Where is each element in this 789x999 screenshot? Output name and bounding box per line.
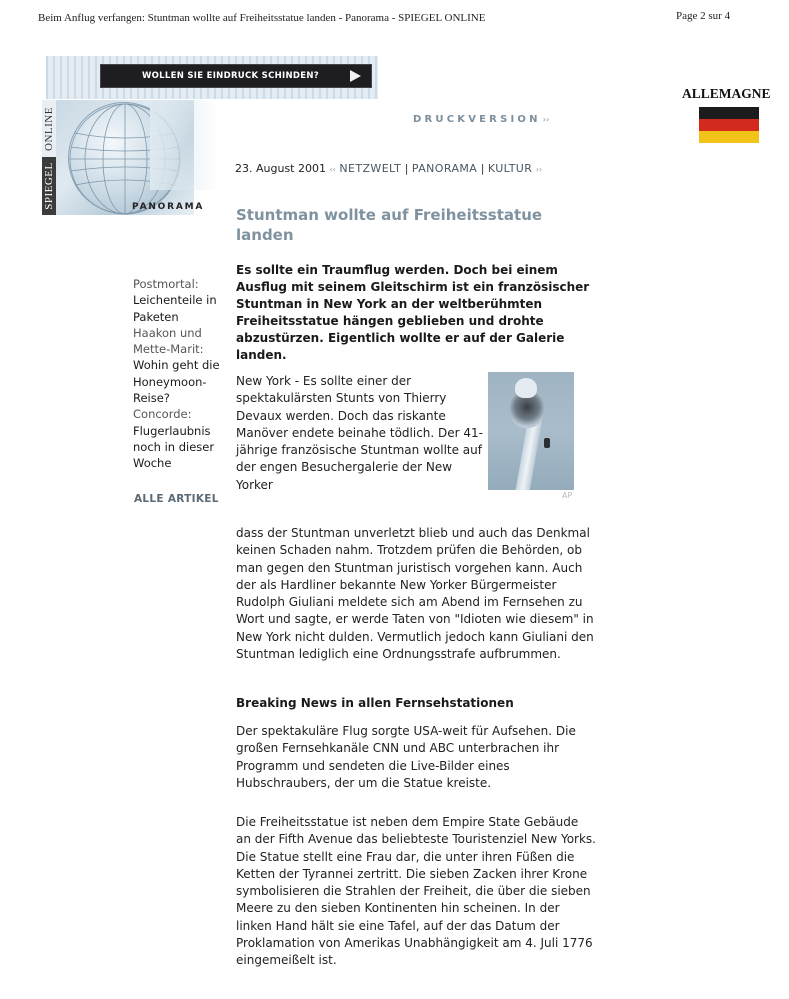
sidebar-item-headline[interactable]: Wohin geht die Honeymoon-Reise? bbox=[133, 358, 220, 406]
country-label: ALLEMAGNE bbox=[682, 86, 771, 101]
logo-online-text: ONLINE bbox=[43, 106, 55, 151]
photo-credit: AP bbox=[562, 491, 573, 500]
print-version-label: DRUCKVERSION bbox=[413, 114, 541, 125]
article-photo-statue-torch[interactable] bbox=[488, 372, 574, 490]
nav-link-kultur[interactable]: KULTUR bbox=[487, 162, 533, 175]
logo-fade bbox=[150, 100, 220, 190]
article-date: 23. August 2001 bbox=[235, 162, 326, 175]
article-paragraph: dass der Stuntman unverletzt blieb und auch das Denkmal keinen Schaden nahm. Trotzdem prüfen die Behörden, ob man gegen den Stuntman juristisch vorgehen kann. Auch der als Hardliner bekannte New Yorker Bürgermeister Rudolph Giuliani meldete sich am Abend im Fernsehen zu Wort und sagte, er werde Taten von "Idioten wie diesem" in New York nicht dulden. Vermutlich jedoch kann Giuliani den Stuntman lediglich eine Ordnungsstrafe aufbrummen. bbox=[236, 526, 594, 662]
german-flag-icon bbox=[699, 107, 759, 143]
page-indicator: Page 2 sur 4 bbox=[676, 10, 731, 22]
flag-stripe-gold bbox=[699, 131, 759, 143]
play-arrow-icon bbox=[350, 70, 361, 82]
article-paragraph: Der spektakuläre Flug sorgte USA-weit für Aufsehen. Die großen Fernsehkanäle CNN und ABC unterbrachen ihr Programm und sendeten die Live-Bilder eines Hubschraubers, der um die Statue kreiste. bbox=[236, 724, 576, 790]
print-header-title: Beim Anflug verfangen: Stuntman wollte auf Freiheitsstatue landen - Panorama - SPIEGEL ONLINE bbox=[38, 12, 486, 24]
nav-separator: | bbox=[404, 162, 409, 175]
nav-link-netzwelt[interactable]: NETZWELT bbox=[339, 162, 402, 175]
ad-banner[interactable] bbox=[100, 64, 372, 88]
related-articles-sidebar bbox=[133, 276, 229, 472]
sidebar-item-topic: Haakon und Mette-Marit: bbox=[133, 325, 204, 357]
sidebar-item-topic: Concorde: bbox=[133, 407, 192, 422]
article-paragraph: Die Freiheitsstatue ist neben dem Empire State Gebäude an der Fifth Avenue das beliebteste Touristenziel New Yorks. Die Statue stellt eine Frau dar, die unter ihren Füßen die Ketten der Tyrannei zertritt. Die sieben Zacken ihrer Krone symbolisieren die Strahlen der Freiheit, die über die sieben Meere zu den sieben Kontinenten hin scheinen. In der linken Hand hält sie eine Tafel, auf der das Datum der Proklamation von Amerikas Unabhängigkeit am 4. Juli 1776 eingemeißelt ist. bbox=[236, 815, 596, 968]
sidebar-item[interactable] bbox=[133, 325, 229, 406]
all-articles-link[interactable]: ALLE ARTIKEL bbox=[134, 493, 219, 505]
sidebar-item[interactable] bbox=[133, 406, 229, 471]
article-lead: Es sollte ein Traumflug werden. Doch bei einem Ausflug mit seinem Gleitschirm ist ein französischer Stuntman in New York an der weltberühmten Freiheitsstatue hängen geblieben und drohte abzustürzen. Eigentlich wollte er auf der Galerie landen. bbox=[236, 263, 590, 363]
print-version-link[interactable] bbox=[413, 114, 549, 125]
logo-spiegel-text: SPIEGEL bbox=[43, 162, 55, 210]
sidebar-item-topic: Postmortal: bbox=[133, 277, 199, 291]
double-chevron-right-icon: ›› bbox=[542, 115, 550, 124]
flag-stripe-red bbox=[699, 119, 759, 131]
spiegel-online-logo[interactable] bbox=[42, 100, 56, 215]
nav-link-panorama[interactable]: PANORAMA bbox=[411, 162, 478, 175]
photo-flame bbox=[515, 378, 537, 398]
section-label: PANORAMA bbox=[132, 202, 205, 212]
nav-separator: | bbox=[480, 162, 485, 175]
sidebar-item-headline[interactable]: Leichenteile in Paketen bbox=[133, 293, 217, 324]
article-title: Stuntman wollte auf Freiheitsstatue landen bbox=[236, 206, 543, 244]
sidebar-item[interactable] bbox=[133, 276, 229, 325]
sidebar-item-headline[interactable]: Flugerlaubnis noch in dieser Woche bbox=[133, 423, 215, 471]
article-intro: New York - Es sollte einer der spektakulärsten Stunts von Thierry Devaux werden. Doch das riskante Manöver endete beinahe tödlich. Der 41-jährige französische Stuntman wollte auf der engen Besuchergalerie der New Yorker bbox=[236, 374, 484, 492]
double-chevron-right-icon[interactable]: ›› bbox=[535, 165, 543, 174]
flag-stripe-black bbox=[699, 107, 759, 119]
double-chevron-left-icon[interactable]: ‹‹ bbox=[329, 165, 336, 174]
photo-stuntman bbox=[544, 438, 550, 448]
dateline bbox=[235, 162, 542, 175]
ad-banner-text: WOLLEN SIE EINDRUCK SCHINDEN? bbox=[141, 71, 320, 81]
article-subheading: Breaking News in allen Fernsehstationen bbox=[236, 696, 514, 710]
